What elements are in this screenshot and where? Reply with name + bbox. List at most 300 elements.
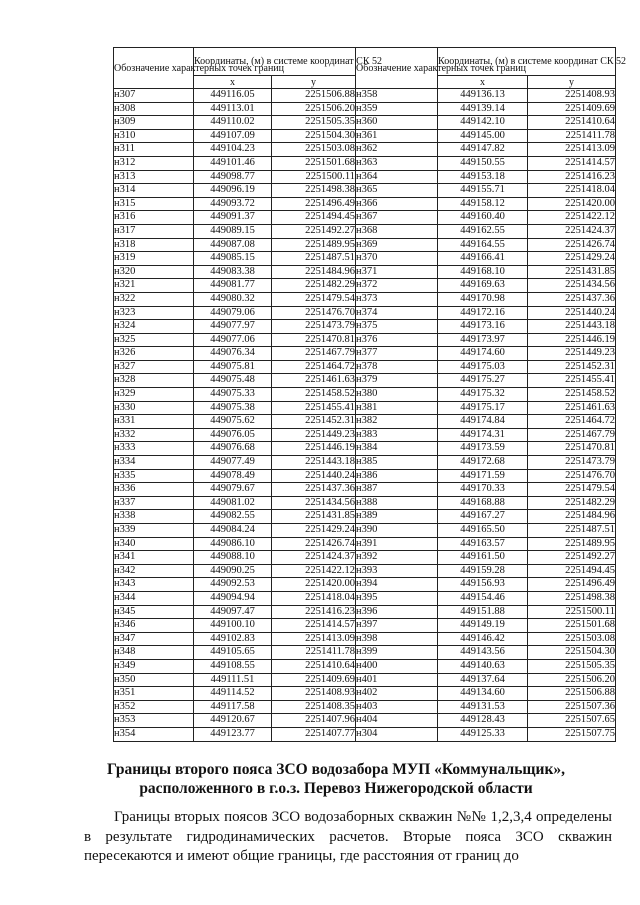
table-row	[114, 347, 616, 361]
table-row	[114, 374, 616, 388]
x-value: 449082.55	[194, 510, 272, 524]
table-row	[114, 673, 616, 687]
x-value: 449081.02	[194, 496, 272, 510]
point-id: н339	[114, 524, 194, 538]
x-value-right: 449161.50	[438, 551, 528, 565]
point-id: н307	[114, 89, 194, 103]
point-id-right: н381	[356, 401, 438, 415]
x-value: 449092.53	[194, 578, 272, 592]
y-value-right: 2251487.51	[528, 524, 616, 538]
x-value-right: 449162.55	[438, 224, 528, 238]
y-value: 2251424.37	[272, 551, 356, 565]
table-row	[114, 619, 616, 633]
x-value: 449088.10	[194, 551, 272, 565]
y-value-right: 2251422.12	[528, 211, 616, 225]
x-value: 449075.38	[194, 401, 272, 415]
point-id: н331	[114, 415, 194, 429]
point-id-right: н369	[356, 238, 438, 252]
y-value-right: 2251420.00	[528, 197, 616, 211]
point-id: н322	[114, 292, 194, 306]
x-value-right: 449171.59	[438, 469, 528, 483]
y-value: 2251422.12	[272, 564, 356, 578]
x-value: 449077.49	[194, 456, 272, 470]
x-value: 449120.67	[194, 714, 272, 728]
point-id-right: н378	[356, 360, 438, 374]
point-id-right: н366	[356, 197, 438, 211]
x-value-right: 449174.60	[438, 347, 528, 361]
x-value-right: 449137.64	[438, 673, 528, 687]
point-id-right: н360	[356, 116, 438, 130]
point-id-right: н364	[356, 170, 438, 184]
point-id: н313	[114, 170, 194, 184]
x-value: 449090.25	[194, 564, 272, 578]
point-id: н337	[114, 496, 194, 510]
point-id-right: н390	[356, 524, 438, 538]
y-value-right: 2251408.93	[528, 89, 616, 103]
table-row	[114, 510, 616, 524]
table-row	[114, 143, 616, 157]
y-value-right: 2251476.70	[528, 469, 616, 483]
header-coordinate-system: Координаты, (м) в системе координат СК 52	[194, 48, 356, 76]
table-row	[114, 184, 616, 198]
table-row	[114, 170, 616, 184]
table-row	[114, 551, 616, 565]
table-row	[114, 89, 616, 103]
x-value: 449096.19	[194, 184, 272, 198]
y-value-right: 2251464.72	[528, 415, 616, 429]
x-value-right: 449156.93	[438, 578, 528, 592]
x-value: 449081.77	[194, 279, 272, 293]
y-value-right: 2251506.88	[528, 687, 616, 701]
point-id-right: н383	[356, 428, 438, 442]
y-value-right: 2251443.18	[528, 320, 616, 334]
x-value: 449113.01	[194, 102, 272, 116]
x-value-right: 449140.63	[438, 659, 528, 673]
x-value: 449075.81	[194, 360, 272, 374]
y-value: 2251410.64	[272, 659, 356, 673]
y-value-right: 2251424.37	[528, 224, 616, 238]
point-id: н345	[114, 605, 194, 619]
y-value: 2251500.11	[272, 170, 356, 184]
y-value-right: 2251410.64	[528, 116, 616, 130]
x-value-right: 449174.31	[438, 428, 528, 442]
y-value-right: 2251455.41	[528, 374, 616, 388]
point-id-right: н396	[356, 605, 438, 619]
x-value-right: 449153.18	[438, 170, 528, 184]
y-value: 2251434.56	[272, 496, 356, 510]
y-value-right: 2251446.19	[528, 333, 616, 347]
header-x: x	[194, 76, 272, 89]
x-value: 449089.15	[194, 224, 272, 238]
x-value: 449107.09	[194, 129, 272, 143]
point-id-right: н365	[356, 184, 438, 198]
section-heading-line-1: Границы второго пояса ЗСО водозабора МУП «Коммунальщик»,	[106, 761, 566, 778]
table-row	[114, 333, 616, 347]
x-value: 449101.46	[194, 156, 272, 170]
table-row	[114, 415, 616, 429]
header-coordinate-system-right: Координаты, (м) в системе координат СК 52	[438, 48, 616, 76]
point-id-right: н402	[356, 687, 438, 701]
y-value: 2251418.04	[272, 591, 356, 605]
table-row	[114, 265, 616, 279]
x-value: 449078.49	[194, 469, 272, 483]
point-id-right: н362	[356, 143, 438, 157]
point-id-right: н358	[356, 89, 438, 103]
y-value-right: 2251498.38	[528, 591, 616, 605]
y-value: 2251455.41	[272, 401, 356, 415]
x-value: 449076.05	[194, 428, 272, 442]
table-row	[114, 292, 616, 306]
point-id: н349	[114, 659, 194, 673]
table-row	[114, 605, 616, 619]
y-value: 2251496.49	[272, 197, 356, 211]
table-header-row	[114, 48, 616, 76]
y-value-right: 2251501.68	[528, 619, 616, 633]
y-value: 2251407.77	[272, 727, 356, 741]
point-id-right: н379	[356, 374, 438, 388]
table-row	[114, 279, 616, 293]
y-value: 2251484.96	[272, 265, 356, 279]
x-value: 449097.47	[194, 605, 272, 619]
y-value: 2251449.23	[272, 428, 356, 442]
y-value-right: 2251409.69	[528, 102, 616, 116]
x-value: 449102.83	[194, 632, 272, 646]
point-id-right: н395	[356, 591, 438, 605]
y-value-right: 2251507.75	[528, 727, 616, 741]
table-row	[114, 211, 616, 225]
point-id-right: н389	[356, 510, 438, 524]
x-value-right: 449145.00	[438, 129, 528, 143]
table-row	[114, 591, 616, 605]
point-id: н348	[114, 646, 194, 660]
point-id-right: н387	[356, 483, 438, 497]
point-id-right: н394	[356, 578, 438, 592]
y-value: 2251446.19	[272, 442, 356, 456]
point-id: н335	[114, 469, 194, 483]
table-row	[114, 714, 616, 728]
point-id-right: н373	[356, 292, 438, 306]
x-value-right: 449169.63	[438, 279, 528, 293]
point-id-right: н359	[356, 102, 438, 116]
x-value-right: 449167.27	[438, 510, 528, 524]
table-row	[114, 102, 616, 116]
point-id-right: н388	[356, 496, 438, 510]
y-value: 2251506.20	[272, 102, 356, 116]
x-value-right: 449170.98	[438, 292, 528, 306]
x-value-right: 449173.97	[438, 333, 528, 347]
table-row	[114, 537, 616, 551]
point-id: н318	[114, 238, 194, 252]
table-row	[114, 646, 616, 660]
point-id: н344	[114, 591, 194, 605]
point-id: н317	[114, 224, 194, 238]
y-value: 2251431.85	[272, 510, 356, 524]
y-value: 2251504.30	[272, 129, 356, 143]
x-value: 449100.10	[194, 619, 272, 633]
table-row	[114, 524, 616, 538]
x-value-right: 449163.57	[438, 537, 528, 551]
point-id: н336	[114, 483, 194, 497]
x-value-right: 449166.41	[438, 252, 528, 266]
x-value: 449075.62	[194, 415, 272, 429]
x-value-right: 449146.42	[438, 632, 528, 646]
x-value: 449076.34	[194, 347, 272, 361]
y-value-right: 2251431.85	[528, 265, 616, 279]
x-value: 449077.06	[194, 333, 272, 347]
y-value-right: 2251500.11	[528, 605, 616, 619]
x-value-right: 449174.84	[438, 415, 528, 429]
x-value-right: 449175.27	[438, 374, 528, 388]
x-value-right: 449128.43	[438, 714, 528, 728]
y-value-right: 2251492.27	[528, 551, 616, 565]
x-value: 449075.33	[194, 388, 272, 402]
x-value: 449093.72	[194, 197, 272, 211]
point-id-right: н380	[356, 388, 438, 402]
table-row	[114, 483, 616, 497]
body-paragraph-text: Границы вторых поясов ЗСО водозаборных скважин №№ 1,2,3,4 определены в результате гидродинамических расчетов. Вторые пояса ЗСО скважин пересекаются и имеют общие границы, где расстояния от границ до	[84, 809, 612, 864]
header-x-right: x	[438, 76, 528, 89]
x-value-right: 449159.28	[438, 564, 528, 578]
table-row	[114, 197, 616, 211]
table-row	[114, 238, 616, 252]
table-row	[114, 320, 616, 334]
x-value-right: 449142.10	[438, 116, 528, 130]
x-value: 449123.77	[194, 727, 272, 741]
point-id: н330	[114, 401, 194, 415]
point-id-right: н392	[356, 551, 438, 565]
point-id: н311	[114, 143, 194, 157]
point-id: н312	[114, 156, 194, 170]
y-value: 2251476.70	[272, 306, 356, 320]
x-value: 449076.68	[194, 442, 272, 456]
y-value: 2251429.24	[272, 524, 356, 538]
table-row	[114, 388, 616, 402]
y-value-right: 2251505.35	[528, 659, 616, 673]
point-id-right: н367	[356, 211, 438, 225]
point-id-right: н363	[356, 156, 438, 170]
table-row	[114, 727, 616, 741]
point-id: н309	[114, 116, 194, 130]
x-value: 449083.38	[194, 265, 272, 279]
table-row	[114, 129, 616, 143]
y-value-right: 2251434.56	[528, 279, 616, 293]
x-value: 449079.06	[194, 306, 272, 320]
section-heading-line-2: расположенного в г.о.з. Перевоз Нижегородской области	[139, 780, 533, 797]
point-id: н326	[114, 347, 194, 361]
y-value: 2251464.72	[272, 360, 356, 374]
point-id-right: н372	[356, 279, 438, 293]
point-id: н350	[114, 673, 194, 687]
point-id: н340	[114, 537, 194, 551]
point-id: н321	[114, 279, 194, 293]
x-value: 449098.77	[194, 170, 272, 184]
point-id: н308	[114, 102, 194, 116]
y-value: 2251498.38	[272, 184, 356, 198]
table-row	[114, 224, 616, 238]
table-row	[114, 252, 616, 266]
x-value: 449111.51	[194, 673, 272, 687]
point-id: н327	[114, 360, 194, 374]
y-value-right: 2251506.20	[528, 673, 616, 687]
table-row	[114, 401, 616, 415]
y-value: 2251482.29	[272, 279, 356, 293]
header-designation-right: Обозначение характерных точек границ	[356, 48, 438, 89]
x-value: 449108.55	[194, 659, 272, 673]
point-id-right: н397	[356, 619, 438, 633]
x-value-right: 449175.03	[438, 360, 528, 374]
x-value-right: 449175.32	[438, 388, 528, 402]
point-id: н329	[114, 388, 194, 402]
y-value-right: 2251461.63	[528, 401, 616, 415]
point-id-right: н386	[356, 469, 438, 483]
y-value-right: 2251494.45	[528, 564, 616, 578]
x-value-right: 449131.53	[438, 700, 528, 714]
y-value: 2251506.88	[272, 89, 356, 103]
table-row	[114, 456, 616, 470]
point-id-right: н371	[356, 265, 438, 279]
x-value-right: 449173.16	[438, 320, 528, 334]
y-value: 2251503.08	[272, 143, 356, 157]
y-value: 2251414.57	[272, 619, 356, 633]
y-value: 2251416.23	[272, 605, 356, 619]
x-value: 449075.48	[194, 374, 272, 388]
point-id-right: н368	[356, 224, 438, 238]
y-value: 2251440.24	[272, 469, 356, 483]
x-value: 449091.37	[194, 211, 272, 225]
table-row	[114, 700, 616, 714]
table-row	[114, 564, 616, 578]
x-value: 449085.15	[194, 252, 272, 266]
section-heading	[60, 760, 612, 798]
x-value-right: 449168.10	[438, 265, 528, 279]
header-designation: Обозначение характерных точек границ	[114, 48, 194, 89]
point-id: н354	[114, 727, 194, 741]
point-id-right: н398	[356, 632, 438, 646]
x-value-right: 449147.82	[438, 143, 528, 157]
y-value-right: 2251482.29	[528, 496, 616, 510]
x-value-right: 449165.50	[438, 524, 528, 538]
y-value-right: 2251473.79	[528, 456, 616, 470]
y-value: 2251470.81	[272, 333, 356, 347]
point-id-right: н361	[356, 129, 438, 143]
table-row	[114, 116, 616, 130]
y-value-right: 2251413.09	[528, 143, 616, 157]
x-value: 449087.08	[194, 238, 272, 252]
x-value-right: 449149.19	[438, 619, 528, 633]
y-value-right: 2251414.57	[528, 156, 616, 170]
point-id: н334	[114, 456, 194, 470]
y-value: 2251409.69	[272, 673, 356, 687]
point-id: н314	[114, 184, 194, 198]
point-id: н347	[114, 632, 194, 646]
point-id: н319	[114, 252, 194, 266]
point-id-right: н370	[356, 252, 438, 266]
x-value: 449104.23	[194, 143, 272, 157]
y-value: 2251408.35	[272, 700, 356, 714]
point-id: н341	[114, 551, 194, 565]
y-value: 2251411.78	[272, 646, 356, 660]
point-id: н352	[114, 700, 194, 714]
x-value-right: 449155.71	[438, 184, 528, 198]
table-row	[114, 578, 616, 592]
point-id-right: н375	[356, 320, 438, 334]
y-value-right: 2251426.74	[528, 238, 616, 252]
y-value: 2251479.54	[272, 292, 356, 306]
x-value-right: 449170.33	[438, 483, 528, 497]
y-value: 2251501.68	[272, 156, 356, 170]
y-value-right: 2251489.95	[528, 537, 616, 551]
y-value: 2251487.51	[272, 252, 356, 266]
point-id: н320	[114, 265, 194, 279]
y-value: 2251437.36	[272, 483, 356, 497]
x-value-right: 449150.55	[438, 156, 528, 170]
x-value-right: 449158.12	[438, 197, 528, 211]
y-value: 2251492.27	[272, 224, 356, 238]
x-value: 449079.67	[194, 483, 272, 497]
point-id: н346	[114, 619, 194, 633]
x-value: 449094.94	[194, 591, 272, 605]
point-id: н353	[114, 714, 194, 728]
point-id: н323	[114, 306, 194, 320]
y-value-right: 2251484.96	[528, 510, 616, 524]
y-value-right: 2251418.04	[528, 184, 616, 198]
point-id: н332	[114, 428, 194, 442]
point-id-right: н382	[356, 415, 438, 429]
y-value: 2251452.31	[272, 415, 356, 429]
y-value: 2251489.95	[272, 238, 356, 252]
x-value: 449084.24	[194, 524, 272, 538]
point-id-right: н404	[356, 714, 438, 728]
point-id-right: н400	[356, 659, 438, 673]
table-row	[114, 659, 616, 673]
x-value-right: 449175.17	[438, 401, 528, 415]
x-value: 449110.02	[194, 116, 272, 130]
point-id: н316	[114, 211, 194, 225]
body-paragraph	[84, 808, 612, 867]
point-id-right: н399	[356, 646, 438, 660]
point-id: н324	[114, 320, 194, 334]
x-value: 449117.58	[194, 700, 272, 714]
y-value-right: 2251479.54	[528, 483, 616, 497]
x-value-right: 449164.55	[438, 238, 528, 252]
point-id: н325	[114, 333, 194, 347]
x-value: 449086.10	[194, 537, 272, 551]
y-value-right: 2251440.24	[528, 306, 616, 320]
x-value-right: 449172.68	[438, 456, 528, 470]
y-value: 2251426.74	[272, 537, 356, 551]
x-value: 449105.65	[194, 646, 272, 660]
y-value: 2251408.93	[272, 687, 356, 701]
point-id: н351	[114, 687, 194, 701]
x-value-right: 449143.56	[438, 646, 528, 660]
y-value-right: 2251411.78	[528, 129, 616, 143]
x-value-right: 449160.40	[438, 211, 528, 225]
x-value-right: 449136.13	[438, 89, 528, 103]
point-id-right: н385	[356, 456, 438, 470]
y-value: 2251505.35	[272, 116, 356, 130]
x-value-right: 449168.88	[438, 496, 528, 510]
y-value-right: 2251504.30	[528, 646, 616, 660]
table-row	[114, 306, 616, 320]
point-id-right: н393	[356, 564, 438, 578]
x-value-right: 449151.88	[438, 605, 528, 619]
y-value-right: 2251437.36	[528, 292, 616, 306]
x-value-right: 449134.60	[438, 687, 528, 701]
x-value-right: 449139.14	[438, 102, 528, 116]
y-value-right: 2251496.49	[528, 578, 616, 592]
y-value-right: 2251429.24	[528, 252, 616, 266]
y-value: 2251420.00	[272, 578, 356, 592]
